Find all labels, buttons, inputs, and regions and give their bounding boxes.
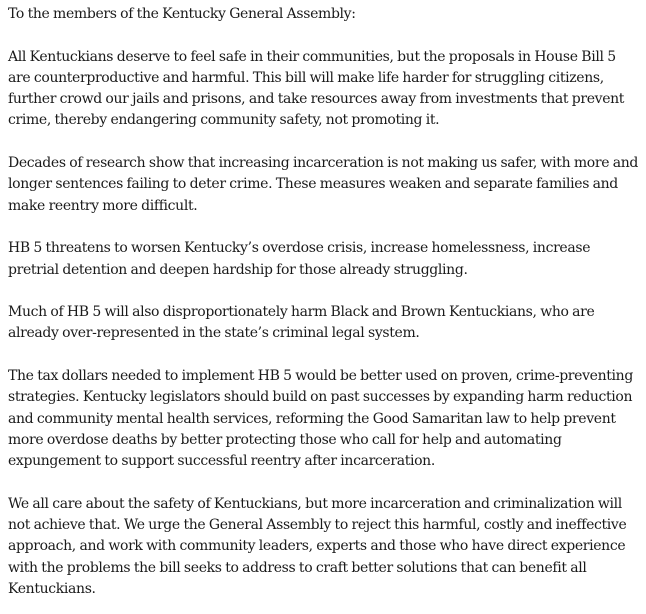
letter-paragraph-intro: All Kentuckians deserve to feel safe in their communities, but the proposals in House Bill 5 are counterproductive and harmful. This bill will make life harder for struggling citizens, further crowd our jails and prisons, and take resources away from investments that prevent crime, thereby endangering community safety, not promoting it. <box>8 48 625 129</box>
letter-paragraph-disparity: Much of HB 5 will also disproportionately harm Black and Brown Kentuckians, who are already over-represented in the state’s criminal legal system. <box>8 304 595 342</box>
letter-paragraph-closing: We all care about the safety of Kentuckians, but more incarceration and criminalization will not achieve that. We urge the General Assembly to reject this harmful, costly and ineffective approach, and work with community leaders, experts and those who have direct experience with the problems the bill seeks to address to craft better solutions that can benefit all Kentuckians. <box>8 495 627 598</box>
letter-salutation: To the members of the Kentucky General Assembly: <box>8 6 356 22</box>
letter-paragraph-research: Decades of research show that increasing incarceration is not making us safer, with more and longer sentences failing to deter crime. These measures weaken and separate families and make reentry more difficult. <box>8 155 639 214</box>
letter-paragraph-overdose: HB 5 threatens to worsen Kentucky’s overdose crisis, increase homelessness, increase pretrial detention and deepen hardship for those already struggling. <box>8 240 591 278</box>
letter-paragraph-tax-dollars: The tax dollars needed to implement HB 5 would be better used on proven, crime-preventing strategies. Kentucky legislators should build on past successes by expanding harm reduction and community mental health services, reforming the Good Samaritan law to help prevent more overdose deaths by better protecting those who call for help and automating expungement to support successful reentry after incarceration. <box>8 368 633 470</box>
